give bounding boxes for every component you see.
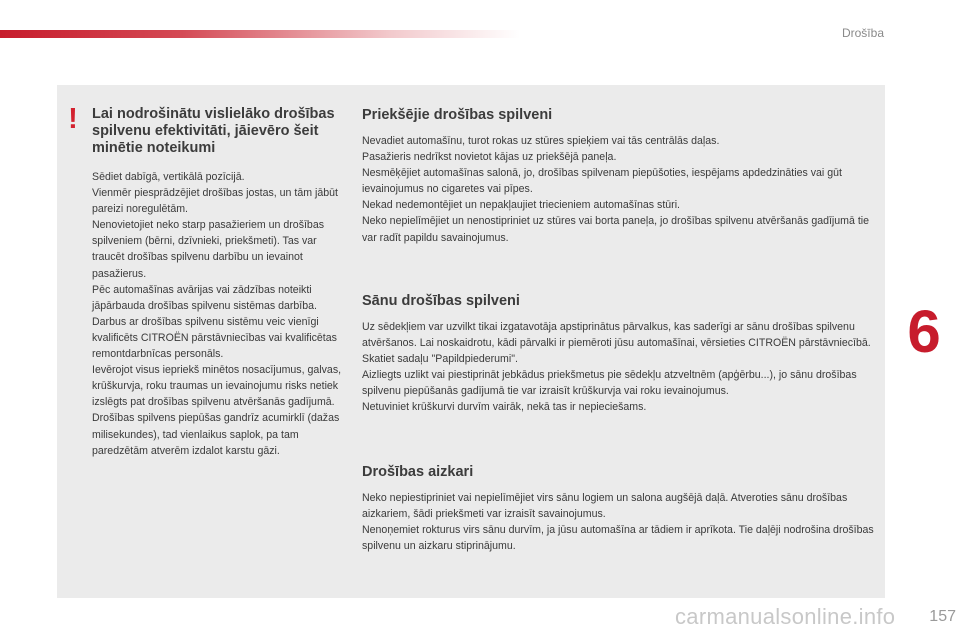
section-side-airbags (362, 293, 882, 416)
section-body: Uz sēdekļiem var uzvilkt tikai izgatavotāja apstiprinātus pārvalkus, kas saderīgi ar sānu drošības spilvenu atvēršanos. Lai noskaidrotu, kādi pārvalki ir piemēroti jūsu automašīnai, vērsieties CITROËN pārstāvniecībā. Skatiet sadaļu "Papildpiederumi". Aizliegts uzlikt vai piestiprināt jebkādus priekšmetus pie sēdekļu atzveltnēm (apģērbu...), jo sānu drošības spilvenu piepūšanās gadījumā tie var izraisīt krūškurvja vai roku ievainojumus. Netuviniet krūškurvi durvīm vairāk, nekā tas ir nepieciešams. (362, 321, 871, 414)
page-number: 157 (929, 608, 956, 625)
warning-title: Lai nodrošinātu vislielāko drošības spilvenu efektivitāti, jāievēro šeit minētie noteikumi (92, 106, 335, 156)
section-title: Sānu drošības spilveni (362, 293, 520, 309)
warning-column (92, 106, 344, 459)
section-curtain-airbags (362, 464, 882, 554)
chapter-number: 6 (907, 298, 941, 365)
warning-body: Sēdiet dabīgā, vertikālā pozīcijā. Vienmēr piesprādzējiet drošības jostas, un tām jābūt pareizi noregulētām. Nenovietojiet neko starp pasažieriem un drošības spilveniem (bērni, dzīvnieki, priekšmeti). Tas var traucēt drošības spilvenu darbību un ievainot pasažierus. Pēc automašīnas avārijas vai zādzības noteikti jāpārbauda drošības spilvenu sistēmas darbība. Darbus ar drošības spilvenu sistēmu veic vienīgi kvalificēts CITROËN pārstāvniecības vai kvalificētas remontdarbnīcas personāls. Ievērojot visus iepriekš minētos nosacījumus, galvas, krūškurvja, roku traumas un ievainojumu risks netiek izslēgts pat drošības spilvenu atvēršanās gadījumā. Drošības spilvens piepūšas gandrīz acumirklī (dažas milisekundes), tad vienlaikus saplok, pa tam paredzētām atverēm izdalot karstu gāzi. (92, 171, 342, 457)
section-body: Neko nepiestipriniet vai nepielīmējiet virs sānu logiem un salona augšējā daļā. Atveroties sānu drošības aizkariem, šādi priekšmeti var izraisīt savainojumus. Nenoņemiet rokturus virs sānu durvīm, ja jūsu automašīna ar tādiem ir aprīkota. Tie daļēji nodrošina drošības spilvenu un aizkaru stiprinājumu. (362, 492, 874, 553)
watermark: carmanualsonline.info (675, 604, 896, 629)
section-front-airbags (362, 107, 882, 246)
exclamation-icon: ! (68, 103, 78, 135)
section-body: Nevadiet automašīnu, turot rokas uz stūres spieķiem vai tās centrālās daļas. Pasažieris nedrīkst novietot kājas uz priekšējā paneļa. Nesmēķējiet automašīnas salonā, jo, drošības spilvenam piepūšoties, iespējams apdedzināties vai gūt ievainojumus no cigaretes vai pīpes. Nekad nedemontējiet un nepakļaujiet triecieniem automašīnas stūri. Neko nepielīmējiet un nenostipriniet uz stūres vai borta paneļa, jo drošības spilvenu atvēršanās gadījumā tie var radīt papildu savainojumus. (362, 135, 870, 244)
header-accent-stripe (0, 30, 520, 38)
section-title: Priekšējie drošības spilveni (362, 107, 553, 123)
section-title: Drošības aizkari (362, 464, 474, 480)
section-label: Drošība (841, 26, 884, 40)
